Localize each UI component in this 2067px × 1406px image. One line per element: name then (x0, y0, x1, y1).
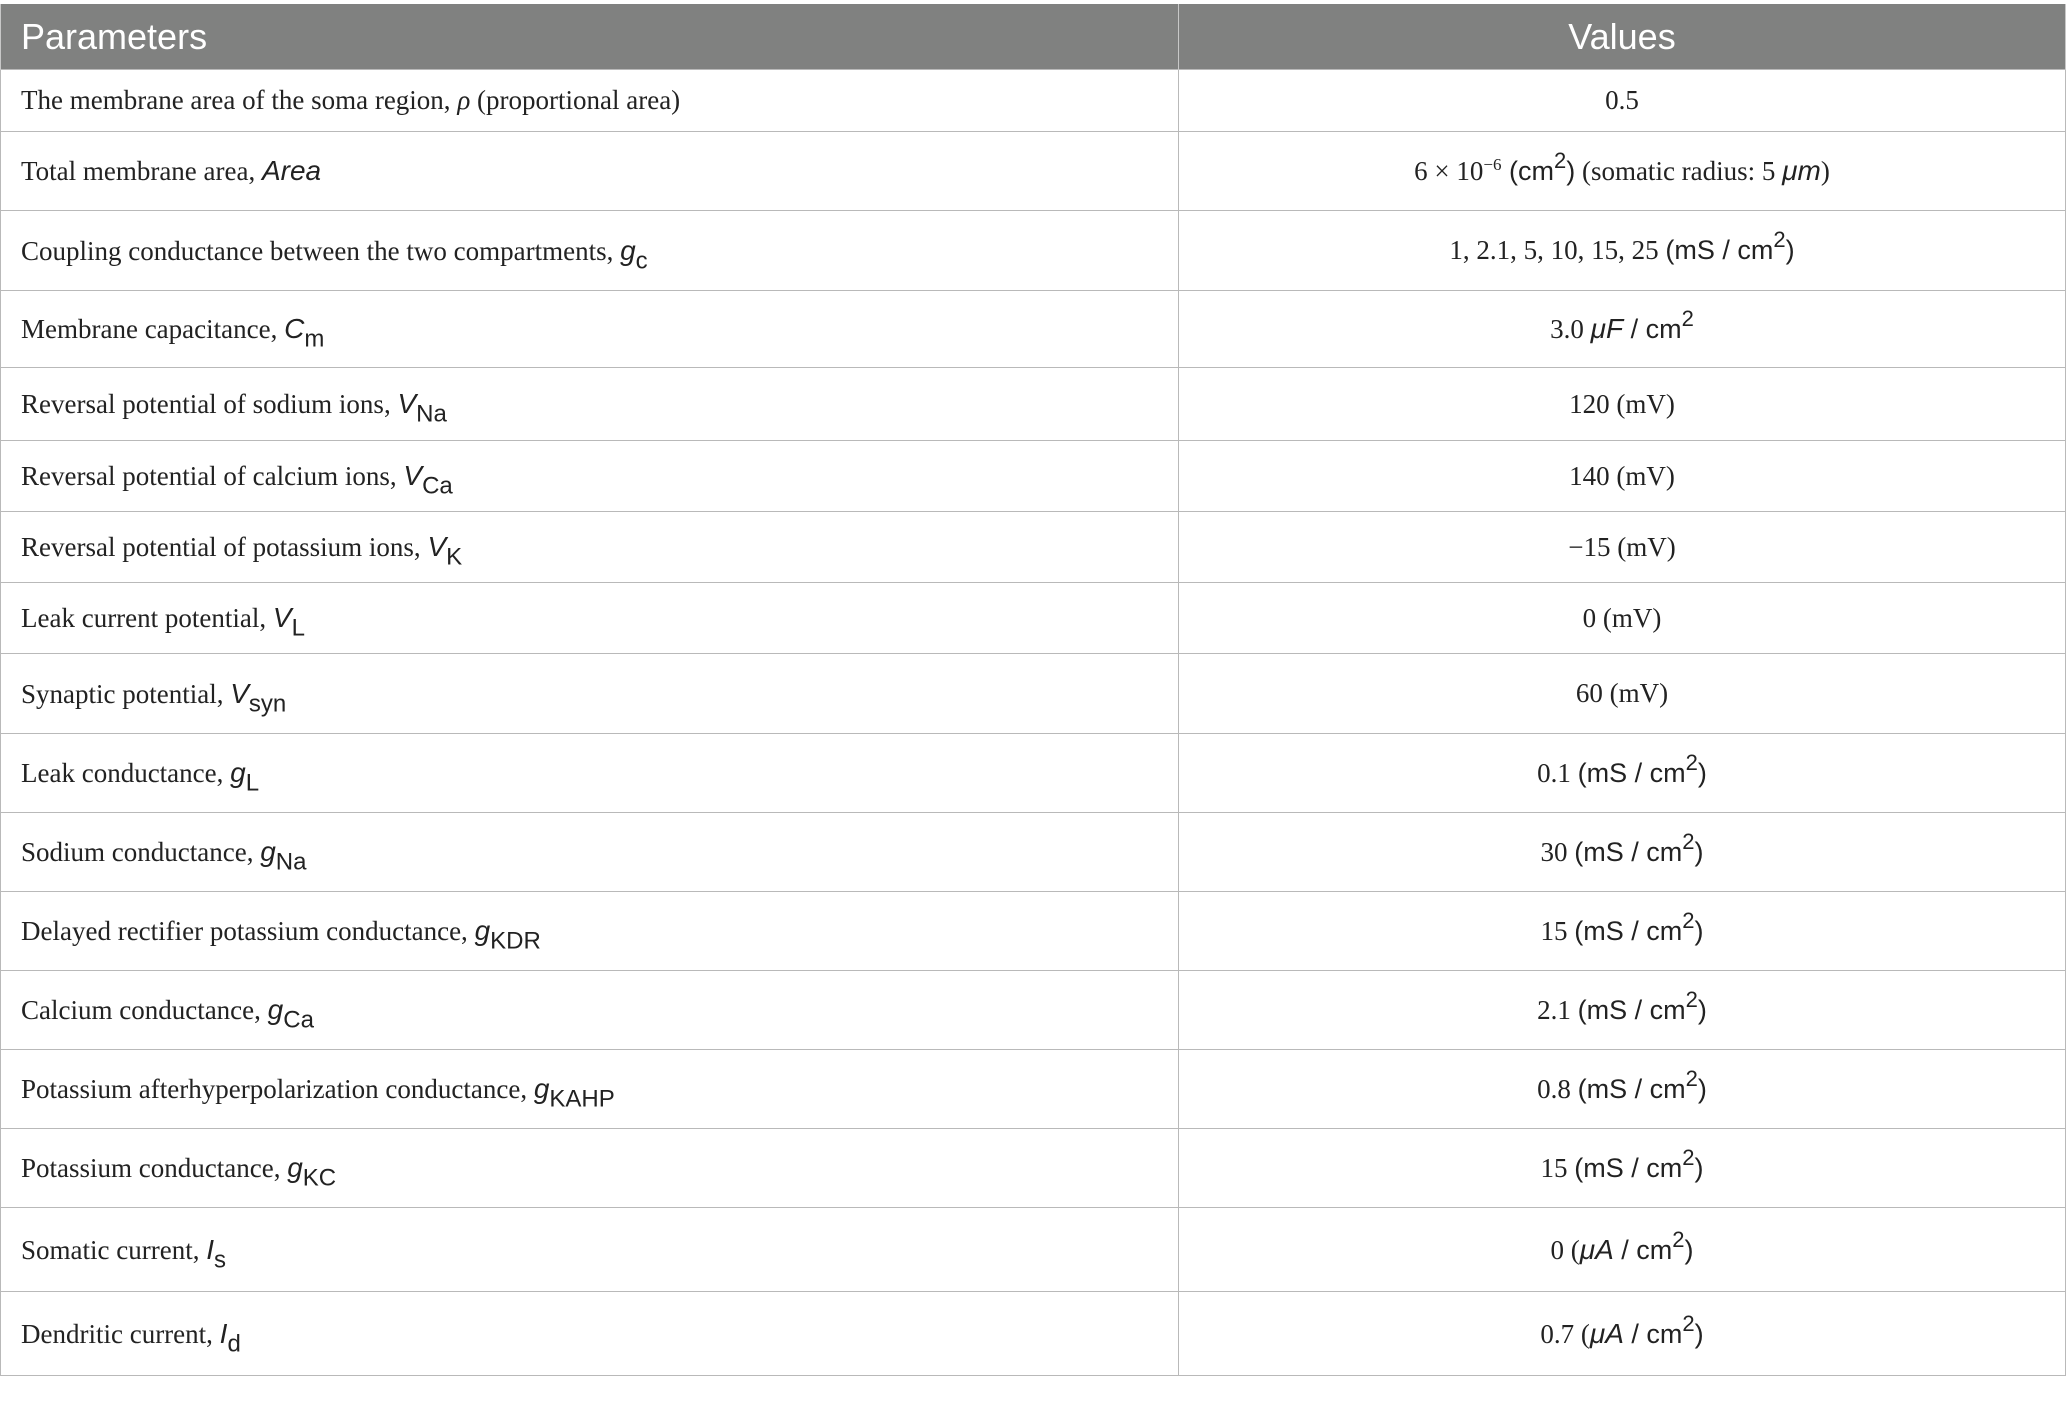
param-symbol: ρ (457, 85, 471, 115)
param-label: Membrane capacitance, (21, 314, 285, 344)
param-cell (1, 441, 1179, 512)
table-row (1, 1292, 2066, 1376)
param-subscript: syn (248, 689, 287, 717)
value-unit-close: ) (1694, 1318, 1704, 1349)
param-label: Reversal potential of calcium ions, (21, 461, 404, 491)
param-subscript: KC (302, 1164, 337, 1192)
param-symbol: Area (261, 155, 322, 186)
param-symbol: g (533, 1073, 550, 1104)
value-unit-close: ) (1694, 915, 1704, 946)
value-exponent: −6 (1483, 154, 1502, 174)
param-cell (1, 971, 1179, 1050)
value-cell (1179, 291, 2066, 368)
value-unit-exponent: 2 (1773, 226, 1786, 252)
table-row (1, 583, 2066, 654)
table-row (1, 734, 2066, 813)
value-cell (1179, 1292, 2066, 1376)
value-unit: / cm (1613, 1234, 1673, 1265)
value-cell (1179, 813, 2066, 892)
value-text: 15 (1540, 1152, 1575, 1183)
table-row (1, 70, 2066, 132)
param-label: Leak current potential, (21, 603, 273, 633)
param-label: Reversal potential of sodium ions, (21, 389, 398, 419)
param-subscript: Ca (283, 1006, 314, 1034)
param-cell (1, 734, 1179, 813)
value-cell (1179, 971, 2066, 1050)
param-cell (1, 211, 1179, 291)
table-row (1, 892, 2066, 971)
param-cell (1, 1292, 1179, 1376)
value-unit: (mS / cm (1577, 1073, 1686, 1104)
param-label: Potassium afterhyperpolarization conductance, (21, 1074, 534, 1104)
value-cell (1179, 211, 2066, 291)
table-row (1, 1050, 2066, 1129)
param-symbol: g (620, 234, 636, 266)
table-row (1, 441, 2066, 512)
param-cell (1, 70, 1179, 132)
value-unit: / cm (1623, 314, 1682, 344)
value-unit-exponent: 2 (1682, 828, 1695, 854)
value-unit-exponent: 2 (1685, 1065, 1698, 1091)
param-symbol: g (287, 1152, 303, 1183)
param-cell (1, 892, 1179, 971)
param-subscript: KAHP (549, 1085, 615, 1113)
value-cell (1179, 892, 2066, 971)
param-subscript: d (227, 1329, 241, 1357)
value-unit-exponent: 2 (1682, 907, 1695, 933)
value-unit: (mS / cm (1577, 757, 1686, 788)
param-label: Reversal potential of potassium ions, (21, 532, 428, 562)
param-symbol: g (230, 757, 246, 788)
value-unit-close: ) (1684, 1234, 1694, 1265)
value-mantissa: 6 × 10 (1414, 156, 1484, 186)
value-text: 140 (mV) (1569, 460, 1675, 491)
param-cell (1, 1129, 1179, 1208)
param-subscript: m (304, 325, 325, 353)
value-unit-close: ) (1785, 235, 1795, 265)
value-unit: (mS / cm (1577, 994, 1686, 1025)
value-unit-close: ) (1697, 1073, 1707, 1104)
header-parameters: Parameters (1, 4, 1179, 70)
table-row (1, 1208, 2066, 1292)
table-row (1, 291, 2066, 368)
value-unit-exponent: 2 (1685, 986, 1698, 1012)
table-row (1, 211, 2066, 291)
value-cell (1179, 70, 2066, 132)
value-text: 2.1 (1537, 994, 1578, 1025)
param-label: Sodium conductance, (21, 837, 261, 867)
param-cell (1, 512, 1179, 583)
param-label: Synaptic potential, (21, 678, 231, 709)
param-label: Potassium conductance, (21, 1153, 288, 1183)
value-cell (1179, 1208, 2066, 1292)
param-symbol: g (474, 915, 491, 946)
value-unit-italic: μA (1589, 1317, 1624, 1349)
param-label-suffix: (proportional area) (470, 85, 681, 115)
param-label: Calcium conductance, (21, 995, 268, 1025)
param-label: Leak conductance, (21, 758, 231, 788)
value-text: 1, 2.1, 5, 10, 15, 25 (1449, 235, 1666, 265)
value-unit: / cm (1623, 1318, 1683, 1349)
value-cell (1179, 654, 2066, 734)
value-cell (1179, 441, 2066, 512)
param-symbol: g (267, 994, 284, 1025)
table-row (1, 813, 2066, 892)
value-unit: (mS / cm (1574, 836, 1683, 867)
table-row (1, 368, 2066, 441)
param-subscript: s (213, 1245, 226, 1273)
param-symbol: V (230, 677, 249, 709)
table-header-row (1, 4, 2066, 70)
param-symbol: g (260, 836, 276, 867)
table-row (1, 971, 2066, 1050)
value-unit: (mS / cm (1574, 1152, 1683, 1183)
value-unit: (cm (1501, 156, 1554, 186)
value-unit-close: ) (1566, 156, 1576, 186)
param-subscript: K (446, 543, 463, 571)
param-symbol: I (219, 1317, 228, 1349)
value-unit-italic: μF (1590, 313, 1624, 344)
param-symbol: V (397, 388, 417, 419)
param-subscript: Na (275, 848, 307, 876)
param-subscript: L (245, 769, 260, 797)
parameters-table (0, 4, 2066, 1376)
param-label: Delayed rectifier potassium conductance, (21, 916, 475, 946)
value-note-unit: μm (1782, 155, 1821, 186)
value-unit-exponent: 2 (1553, 147, 1567, 173)
value-unit-close: ) (1694, 1152, 1704, 1183)
value-unit-exponent: 2 (1682, 1310, 1695, 1336)
value-cell (1179, 583, 2066, 654)
param-label: Somatic current, (21, 1234, 207, 1265)
value-text: 120 (mV) (1569, 388, 1675, 419)
param-cell (1, 291, 1179, 368)
value-unit: (mS / cm (1574, 915, 1683, 946)
value-note-close: ) (1820, 156, 1830, 186)
value-cell (1179, 1050, 2066, 1129)
value-unit-exponent: 2 (1672, 1226, 1685, 1252)
param-cell (1, 1050, 1179, 1129)
param-subscript: Na (416, 400, 447, 428)
value-unit-close: ) (1697, 994, 1707, 1025)
param-cell (1, 813, 1179, 892)
value-unit: (mS / cm (1665, 235, 1774, 265)
param-symbol: V (403, 460, 423, 491)
value-unit-exponent: 2 (1682, 1144, 1695, 1170)
value-text: 0.8 (1537, 1073, 1578, 1104)
value-text: 15 (1540, 915, 1575, 946)
param-subscript: Ca (422, 472, 453, 500)
value-cell (1179, 368, 2066, 441)
param-label: Total membrane area, (21, 156, 262, 186)
param-cell (1, 132, 1179, 211)
param-subscript: c (635, 246, 648, 274)
value-text: 30 (1540, 836, 1575, 867)
value-note: (somatic radius: 5 (1575, 156, 1783, 186)
param-subscript: KDR (490, 927, 541, 955)
table-row (1, 132, 2066, 211)
value-unit-italic: μA (1579, 1233, 1614, 1265)
value-cell (1179, 734, 2066, 813)
value-text: 3.0 (1550, 314, 1591, 344)
param-symbol: C (284, 313, 305, 344)
value-text: 60 (mV) (1575, 678, 1669, 708)
header-values: Values (1179, 4, 2066, 70)
table-row (1, 1129, 2066, 1208)
value-unit-close: ) (1694, 836, 1704, 867)
value-text: 0.7 ( (1540, 1318, 1590, 1349)
param-label: The membrane area of the soma region, (21, 85, 458, 115)
param-cell (1, 1208, 1179, 1292)
value-cell (1179, 132, 2066, 211)
value-text: 0.5 (1605, 85, 1639, 115)
value-unit-exponent: 2 (1685, 749, 1698, 775)
value-text: 0 (mV) (1582, 602, 1662, 633)
param-symbol: I (206, 1233, 214, 1265)
value-text: −15 (mV) (1568, 531, 1676, 562)
value-cell (1179, 1129, 2066, 1208)
table-row (1, 654, 2066, 734)
param-symbol: V (427, 531, 447, 562)
param-label: Dendritic current, (21, 1318, 220, 1349)
value-cell (1179, 512, 2066, 583)
param-cell (1, 583, 1179, 654)
param-symbol: V (272, 602, 292, 633)
value-text: 0.1 (1537, 757, 1578, 788)
param-cell (1, 368, 1179, 441)
param-subscript: L (291, 614, 305, 642)
param-label: Coupling conductance between the two compartments, (21, 235, 621, 266)
param-cell (1, 654, 1179, 734)
value-unit-exponent: 2 (1681, 305, 1694, 331)
value-unit-close: ) (1697, 757, 1707, 788)
value-text: 0 ( (1550, 1234, 1580, 1265)
table-row (1, 512, 2066, 583)
